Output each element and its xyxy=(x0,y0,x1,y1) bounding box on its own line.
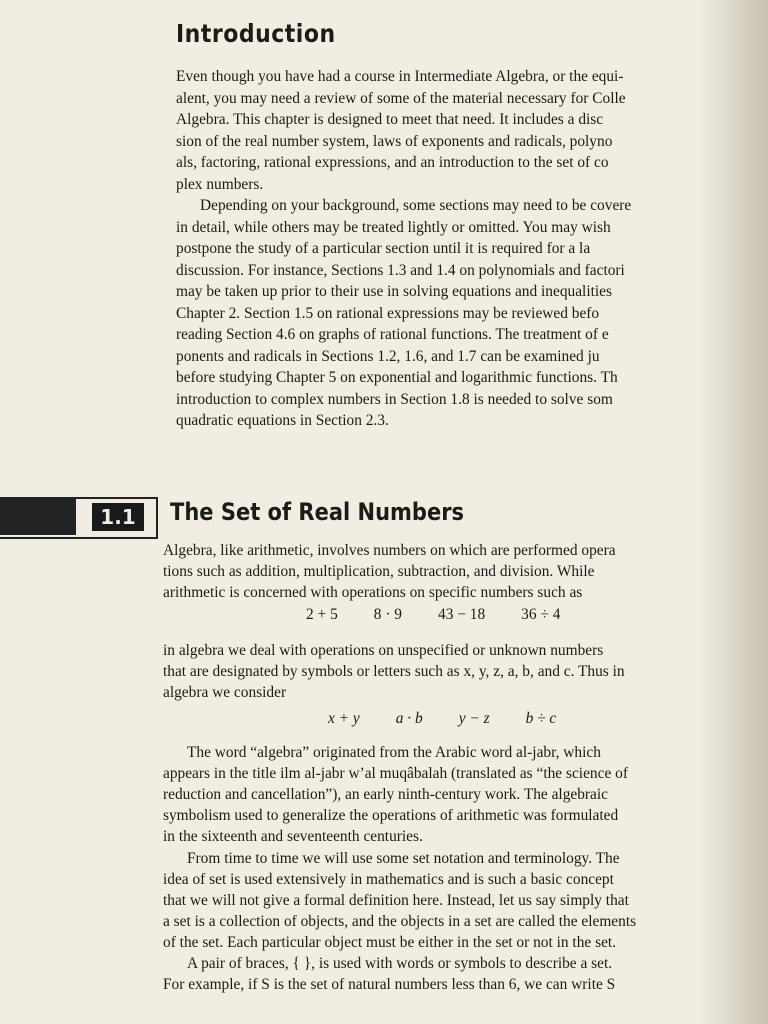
arithmetic-examples xyxy=(306,606,560,624)
section-paragraph-1 xyxy=(163,540,753,603)
text-line: that are designated by symbols or letters such as x, y, z, a, b, and c. Thus in xyxy=(163,663,625,680)
text-line: idea of set is used extensively in mathematics and is such a basic concept xyxy=(163,871,614,888)
section-paragraph-2 xyxy=(163,640,753,703)
text-line: A pair of braces, { }, is used with words or symbols to describe a set. xyxy=(187,955,613,972)
arithmetic-expression: 8 · 9 xyxy=(373,606,402,623)
section-paragraph-5 xyxy=(163,953,753,995)
text-line: alent, you may need a review of some of the material necessary for Colle xyxy=(176,89,626,107)
text-line: that we will not give a formal definition here. Instead, let us say simply that xyxy=(163,892,629,909)
text-line: Depending on your background, some sections may need to be covere xyxy=(200,197,632,214)
text-line: symbolism used to generalize the operations of arithmetic was formulated xyxy=(163,807,619,824)
introduction-heading: Introduction xyxy=(176,20,336,49)
intro-paragraph-1 xyxy=(176,66,746,195)
algebraic-expression: x + y xyxy=(328,710,360,727)
text-line: may be taken up prior to their use in solving equations and inequalities xyxy=(176,283,612,300)
text-line: algebra we consider xyxy=(163,684,287,701)
text-line: Chapter 2. Section 1.5 on rational expressions may be reviewed befo xyxy=(176,304,600,322)
algebra-examples xyxy=(328,710,556,728)
text-line: reading Section 4.6 on graphs of rational functions. The treatment of e xyxy=(176,326,609,343)
text-line: discussion. For instance, Sections 1.3 and 1.4 on polynomials and factori xyxy=(176,261,625,279)
text-line: arithmetic is concerned with operations on specific numbers such as xyxy=(163,584,583,601)
intro-paragraph-2 xyxy=(176,195,746,432)
text-line: sion of the real number system, laws of exponents and radicals, polyno xyxy=(176,132,613,150)
text-line: For example, if S is the set of natural numbers less than 6, we can write S xyxy=(163,976,616,993)
section-number: 1.1 xyxy=(92,503,144,531)
arithmetic-expression: 36 ÷ 4 xyxy=(521,606,561,623)
text-line: before studying Chapter 5 on exponential and logarithmic functions. Th xyxy=(176,369,618,386)
section-paragraph-4 xyxy=(163,848,753,953)
text-line: From time to time we will use some set notation and terminology. The xyxy=(187,850,620,867)
text-line: als, factoring, rational expressions, and an introduction to the set of co xyxy=(176,154,609,171)
section-title: The Set of Real Numbers xyxy=(170,498,465,526)
text-line: postpone the study of a particular section until it is required for a la xyxy=(176,240,591,257)
section-paragraph-3 xyxy=(163,742,753,847)
text-line: in the sixteenth and seventeenth centuries. xyxy=(163,828,423,845)
text-line: in detail, while others may be treated lightly or omitted. You may wish xyxy=(176,218,611,236)
text-line: Algebra. This chapter is designed to meet that need. It includes a disc xyxy=(176,111,604,128)
arithmetic-expression: 2 + 5 xyxy=(306,606,338,623)
algebraic-expression: y − z xyxy=(458,710,490,727)
text-line: The word “algebra” originated from the Arabic word al-jabr, which xyxy=(187,744,601,761)
arithmetic-expression: 43 − 18 xyxy=(438,606,486,623)
algebraic-expression: b ÷ c xyxy=(525,710,557,727)
text-line: tions such as addition, multiplication, subtraction, and division. While xyxy=(163,563,595,580)
text-line: introduction to complex numbers in Section 1.8 is needed to solve som xyxy=(176,390,613,408)
text-line: quadratic equations in Section 2.3. xyxy=(176,412,389,429)
text-line: Even though you have had a course in Intermediate Algebra, or the equi- xyxy=(176,68,624,85)
text-line: ponents and radicals in Sections 1.2, 1.6, and 1.7 can be examined ju xyxy=(176,347,600,365)
algebraic-expression: a · b xyxy=(395,710,423,727)
text-line: appears in the title ilm al-jabr w’al muqâbalah (translated as “the science of xyxy=(163,765,628,782)
text-line: reduction and cancellation”), an early ninth-century work. The algebraic xyxy=(163,786,608,803)
text-line: plex numbers. xyxy=(176,175,264,193)
text-line: in algebra we deal with operations on unspecified or unknown numbers xyxy=(163,642,604,659)
text-line: a set is a collection of objects, and the objects in a set are called the elements xyxy=(163,913,637,930)
text-line: Algebra, like arithmetic, involves numbers on which are performed opera xyxy=(163,542,616,559)
text-line: of the set. Each particular object must be either in the set or not in the set. xyxy=(163,934,617,951)
